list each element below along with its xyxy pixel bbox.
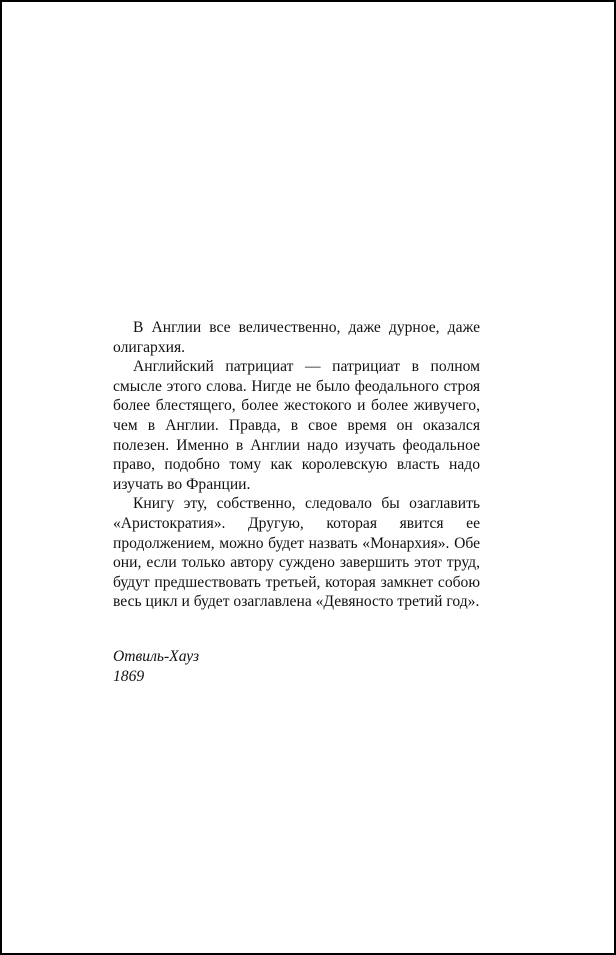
paragraph-2: Английский патрициат — патрициат в полном смысле этого слова. Нигде не было феодального строя более блестящего, более жестокого и более живучего, чем в Англии. Правда, в свое время он оказался полезен. Именно в Англии надо изучать феодальное право, подобно тому как королевскую власть надо изучать во Франции. xyxy=(113,358,480,493)
preface-text xyxy=(113,318,480,612)
signature-place: Отвиль-Хауз xyxy=(113,648,200,665)
signature-year: 1869 xyxy=(113,667,145,685)
signature-block xyxy=(113,647,199,686)
paragraph-3: Книгу эту, собственно, следовало бы озаглавить «Аристократия». Другую, которая явится ее продолжением, можно будет назвать «Монархия». Обе они, если только автору суждено завершить этот труд, будут предшествовать третьей, которая замкнет собою весь цикл и будет озаглавлена «Девяносто третий год». xyxy=(113,495,480,611)
paragraph-1: В Англии все величественно, даже дурное, даже олигархия. xyxy=(113,319,480,356)
